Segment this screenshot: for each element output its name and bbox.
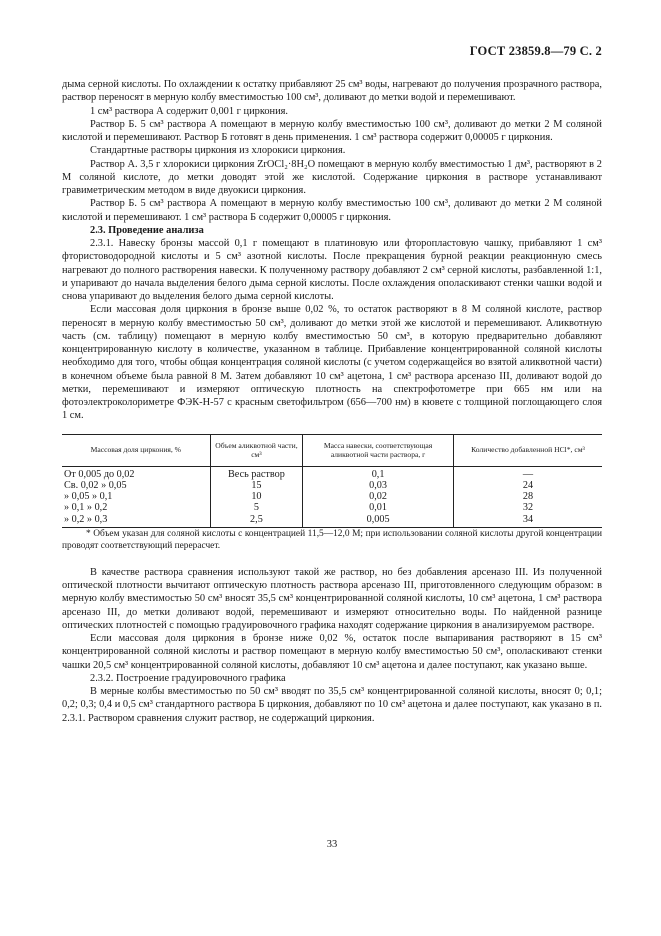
table-cell: 0,005 xyxy=(303,514,454,528)
table-cell: 34 xyxy=(453,514,602,528)
paragraph: Раствор А. 3,5 г хлорокиси циркония ZrOCl₂·8H₂O помещают в мерную колбу вместимостью 1 дм³, растворяют в 2 М соляной кислоте, до метки доводят этой же кислотой. Содержание циркония в растворе устанавливают гравиметрическим методом в виде двуокиси циркония. xyxy=(62,158,602,196)
paragraph: В мерные колбы вместимостью по 50 см³ вводят по 35,5 см³ концентрированной соляной кислоты, вносят 0; 0,1; 0,2; 0,3; 0,4 и 0,5 см³ стандартного раствора Б циркония, добавляют по 10 см³ ацетона и далее поступают, как указано в п. 2.3.1. Раствором сравнения служит раствор, не содержащий циркония. xyxy=(62,686,602,724)
table-header: Количество добавленной HCl*, см³ xyxy=(453,434,602,466)
document-body xyxy=(62,78,602,725)
table-cell: » 0,1 » 0,2 xyxy=(64,502,108,514)
table-cell: Св. 0,02 » 0,05 xyxy=(64,479,127,491)
paragraph: Если массовая доля циркония в бронзе ниже 0,02 %, остаток после выпаривания растворяют в 15 см³ концентрированной соляной кислоты и раствор помещают в мерную колбу вместимостью 50 см³, ополаскивают стенки чашки 20,5 см³ концентрированной соляной кислоты, добавляют 10 см³ ацетона и далее поступают, как указано выше. xyxy=(62,633,602,671)
paragraph: Раствор Б. 5 см³ раствора А помещают в мерную колбу вместимостью 100 см³, доливают до метки 2 М соляной кислотой и перемешивают. 1 см³ раствора Б содержит 0,00005 г циркония. xyxy=(62,198,602,223)
paragraph: дыма серной кислоты. По охлаждении к остатку прибавляют 25 см³ воды, нагревают до получения прозрачного раствора, раствор переносят в мерную колбу вместимостью 100 см³, доливают до метки водой и перемешивают. xyxy=(62,79,602,104)
paragraph: Если массовая доля циркония в бронзе выше 0,02 %, то остаток растворяют в 8 М соляной кислоте, раствор переносят в мерную колбу вместимостью 50 см³, доливают до метки этой же кислотой и перемешивают. Аликвотную часть (см. таблицу) помещают в мерную колбу вместимостью 50 см³, в которую предварительно добавляют концентрированную кислоту в количестве, указанном в таблице. Прибавление концентрированной соляной кислоты необходимо для того, чтобы общая концентрация соляной кислоты (с учетом содержащейся во взятой аликвотной части) в конечном объеме была равной 8 М. Затем добавляют 10 см³ ацетона, 1 см³ раствора арсеназо III, доливают водой до метки, перемешивают и измеряют оптическую плотность на спектрофотометре при 665 нм или на фотоэлектроколориметре ФЭК-Н-57 с красным светофильтром (656—700 нм) в кювете с толщиной поглощающего слоя 1 см. xyxy=(62,304,602,422)
table-cell: 10 xyxy=(210,491,303,502)
paragraph: Раствор Б. 5 см³ раствора А помещают в мерную колбу вместимостью 100 см³, доливают до метки 2 М соляной кислотой и перемешивают. Раствор Б готовят в день применения. 1 см³ раствора содержит 0,00005 г циркония. xyxy=(62,118,602,143)
table-header: Объем аликвотной части, см³ xyxy=(210,434,303,466)
table-row xyxy=(62,466,602,480)
subsection-heading: 2.3.2. Построение градуировочного графика xyxy=(90,672,286,684)
table-cell: — xyxy=(453,466,602,480)
table-header: Масса навески, соответствующая аликвотной части раствора, г xyxy=(303,434,454,466)
paragraph: Стандартные растворы циркония из хлорокиси циркония. xyxy=(90,145,346,157)
zirconium-table xyxy=(62,434,602,528)
table-cell: » 0,05 » 0,1 xyxy=(64,491,113,503)
table-cell: 24 xyxy=(453,480,602,491)
table-cell: От 0,005 до 0,02 xyxy=(64,468,135,480)
document-page xyxy=(62,0,602,936)
table-row xyxy=(62,491,602,502)
table-header-row xyxy=(62,434,602,466)
table-cell: 2,5 xyxy=(210,514,303,528)
table-row xyxy=(62,480,602,491)
table-cell: Весь раствор xyxy=(210,466,303,480)
table-cell: 0,02 xyxy=(303,491,454,502)
table-cell: 32 xyxy=(453,502,602,513)
table-row xyxy=(62,502,602,513)
page-header: ГОСТ 23859.8—79 С. 2 xyxy=(469,44,602,58)
table-cell: 0,01 xyxy=(303,502,454,513)
page-number: 33 xyxy=(326,839,338,850)
table-cell: 0,1 xyxy=(303,466,454,480)
table-footnote: * Объем указан для соляной кислоты с концентрацией 11,5—12,0 М; при использовании соляной кислоты другой концентрации проводят соответствующий перерасчет. xyxy=(62,528,602,552)
table-header: Массовая доля циркония, % xyxy=(62,434,210,466)
table-cell: » 0,2 » 0,3 xyxy=(62,514,210,528)
table-cell: 5 xyxy=(210,502,303,513)
section-heading: 2.3. Проведение анализа xyxy=(90,224,204,236)
table-cell: 28 xyxy=(453,491,602,502)
table-cell: 15 xyxy=(210,480,303,491)
table-row xyxy=(62,514,602,528)
paragraph: В качестве раствора сравнения используют такой же раствор, но без добавления арсеназо III. Из полученной оптической плотности вычитают оптическую плотность раствора арсеназо III, приготовленного следующим образом: в мерную колбу вместимостью 50 см³ вносят 35,5 см³ концентрированной соляной кислоты, 10 см³ ацетона, 1 см³ раствора арсеназо III, до метки доливают водой, перемешивают и измеряют относительно воды. По найденной разнице оптических плотностей с помощью градуировочного графика находят содержание циркония в анализируемом растворе. xyxy=(62,566,602,631)
paragraph: 2.3.1. Навеску бронзы массой 0,1 г помещают в платиновую или фторопластовую чашку, прибавляют 1 см³ фтористоводородной кислоты и 5 см³ азотной кислоты. После прекращения бурной реакции реакционную смесь нагревают до полного растворения навески. К полученному раствору добавляют 2 см³ серной кислоты, разбавленной 1:1, и упаривают до начала выделения белого дыма серной кислоты. После охлаждения ополаскивают стенки чашки водой и снова упаривают до выделения белого дыма серной кислоты. xyxy=(62,238,602,302)
table-cell: 0,03 xyxy=(303,480,454,491)
paragraph: 1 см³ раствора А содержит 0,001 г циркония. xyxy=(90,105,289,117)
